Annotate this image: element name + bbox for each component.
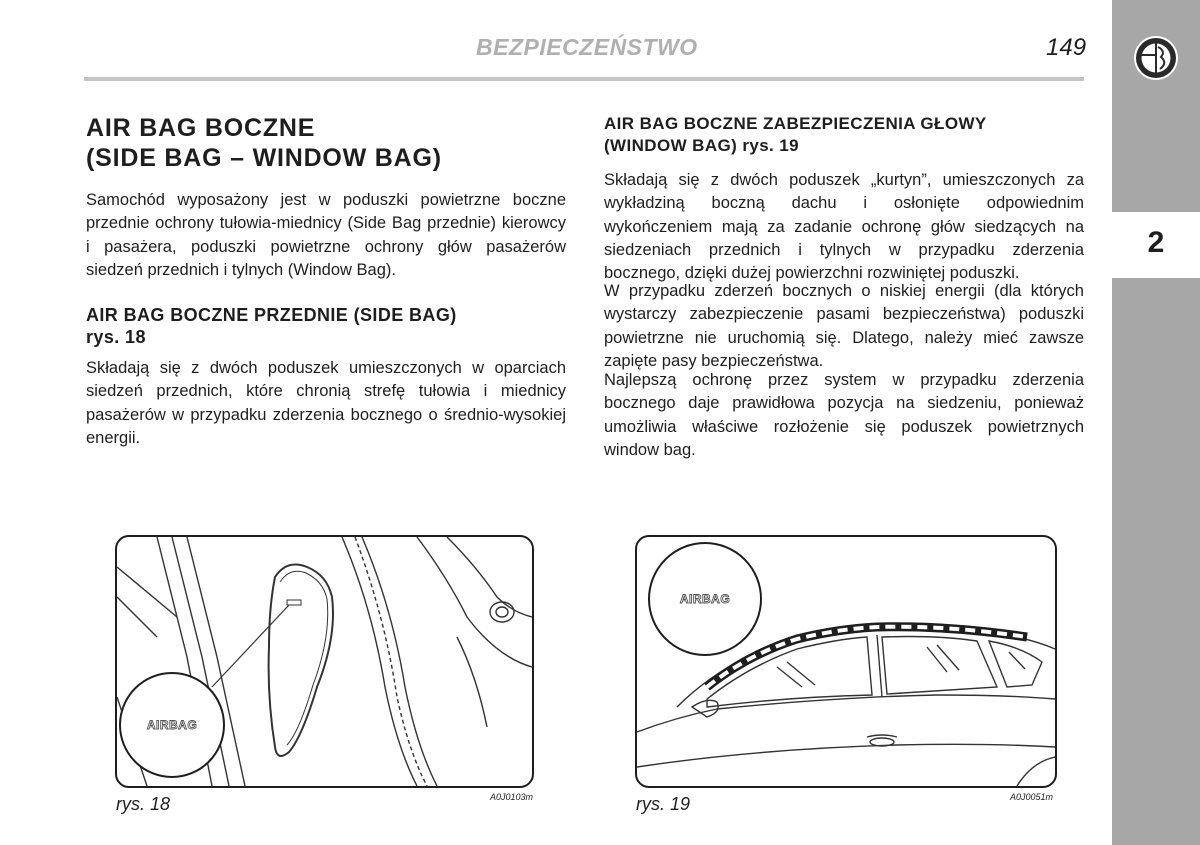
- window-bag-heading-line2: (WINDOW BAG) rys. 19: [604, 136, 800, 155]
- side-bag-heading-line1: AIR BAG BOCZNE PRZEDNIE (SIDE BAG): [86, 305, 457, 325]
- figure-19-caption: rys. 19: [636, 794, 691, 814]
- main-heading: [86, 113, 442, 173]
- window-bag-paragraph-3: Najlepszą ochronę przez system w przypadku zderzenia bocznego daje prawidłowa pozycja na siedzeniu, ponieważ umożliwia właściwe rozłożenie się poduszek powietrznych window bag.: [604, 371, 1084, 459]
- chapter-side-tab: [1112, 0, 1200, 845]
- main-heading-line2: (SIDE BAG – WINDOW BAG): [86, 144, 442, 172]
- intro-paragraph: Samochód wyposażony jest w poduszki powietrzne boczne przednie ochrony tułowia-miednicy (Side Bag przednie) kierowcy i pasażera, poduszki powietrzne ochrony głów pasażerów siedzeń przednich i tylnych (Window Bag).: [86, 191, 566, 279]
- window-bag-illustration: [637, 537, 1055, 786]
- side-bag-illustration: [117, 537, 532, 786]
- figure-18-airbag-label: AIRBAG: [146, 718, 198, 732]
- side-bag-heading-line2: rys. 18: [86, 327, 146, 347]
- side-bag-paragraph: Składają się z dwóch poduszek umieszczonych w oparciach siedzeń przednich, które chronią strefę tułowia i miednicy pasażerów w przypadku zderzenia bocznego o średnio-wysokiej energii.: [86, 359, 566, 447]
- alfa-romeo-logo-icon: [1133, 35, 1179, 81]
- header-divider: [84, 77, 1084, 81]
- chapter-number-box: [1112, 212, 1200, 278]
- window-bag-paragraph-1: Składają się z dwóch poduszek „kurtyn”, umieszczonych za wykładziną boczną dachu i osłonięte odpowiednim wykończeniem mają za zadanie ochronę głów siedzących na siedzeniach przednich i tylnych w przypadku zderzenia bocznego, dzięki dużej powierzchni rozwiniętej poduszki.: [604, 171, 1084, 283]
- side-bag-heading: [86, 304, 457, 348]
- figure-18-caption: rys. 18: [116, 794, 171, 814]
- main-heading-line1: AIR BAG BOCZNE: [86, 114, 316, 142]
- window-bag-heading-line1: AIR BAG BOCZNE ZABEZPIECZENIA GŁOWY: [604, 114, 987, 133]
- page-number: 149: [1046, 34, 1087, 61]
- figure-18-side-bag: [115, 535, 534, 788]
- figure-19-window-bag: [635, 535, 1057, 788]
- window-bag-heading: [604, 113, 987, 157]
- figure-18-code: A0J0103m: [490, 792, 534, 802]
- chapter-number: 2: [1147, 226, 1165, 259]
- figure-19-airbag-label: AIRBAG: [679, 592, 731, 606]
- window-bag-paragraph-2: W przypadku zderzeń bocznych o niskiej energii (dla których wystarczy zabezpieczenie pasami bezpieczeństwa) poduszki powietrzne nie uruchomią się. Dlatego, należy mieć zawsze zapięte pasy bezpieczeństwa.: [604, 282, 1084, 370]
- figure-19-code: A0J0051m: [1010, 792, 1054, 802]
- section-title: BEZPIECZEŃSTWO: [476, 34, 698, 60]
